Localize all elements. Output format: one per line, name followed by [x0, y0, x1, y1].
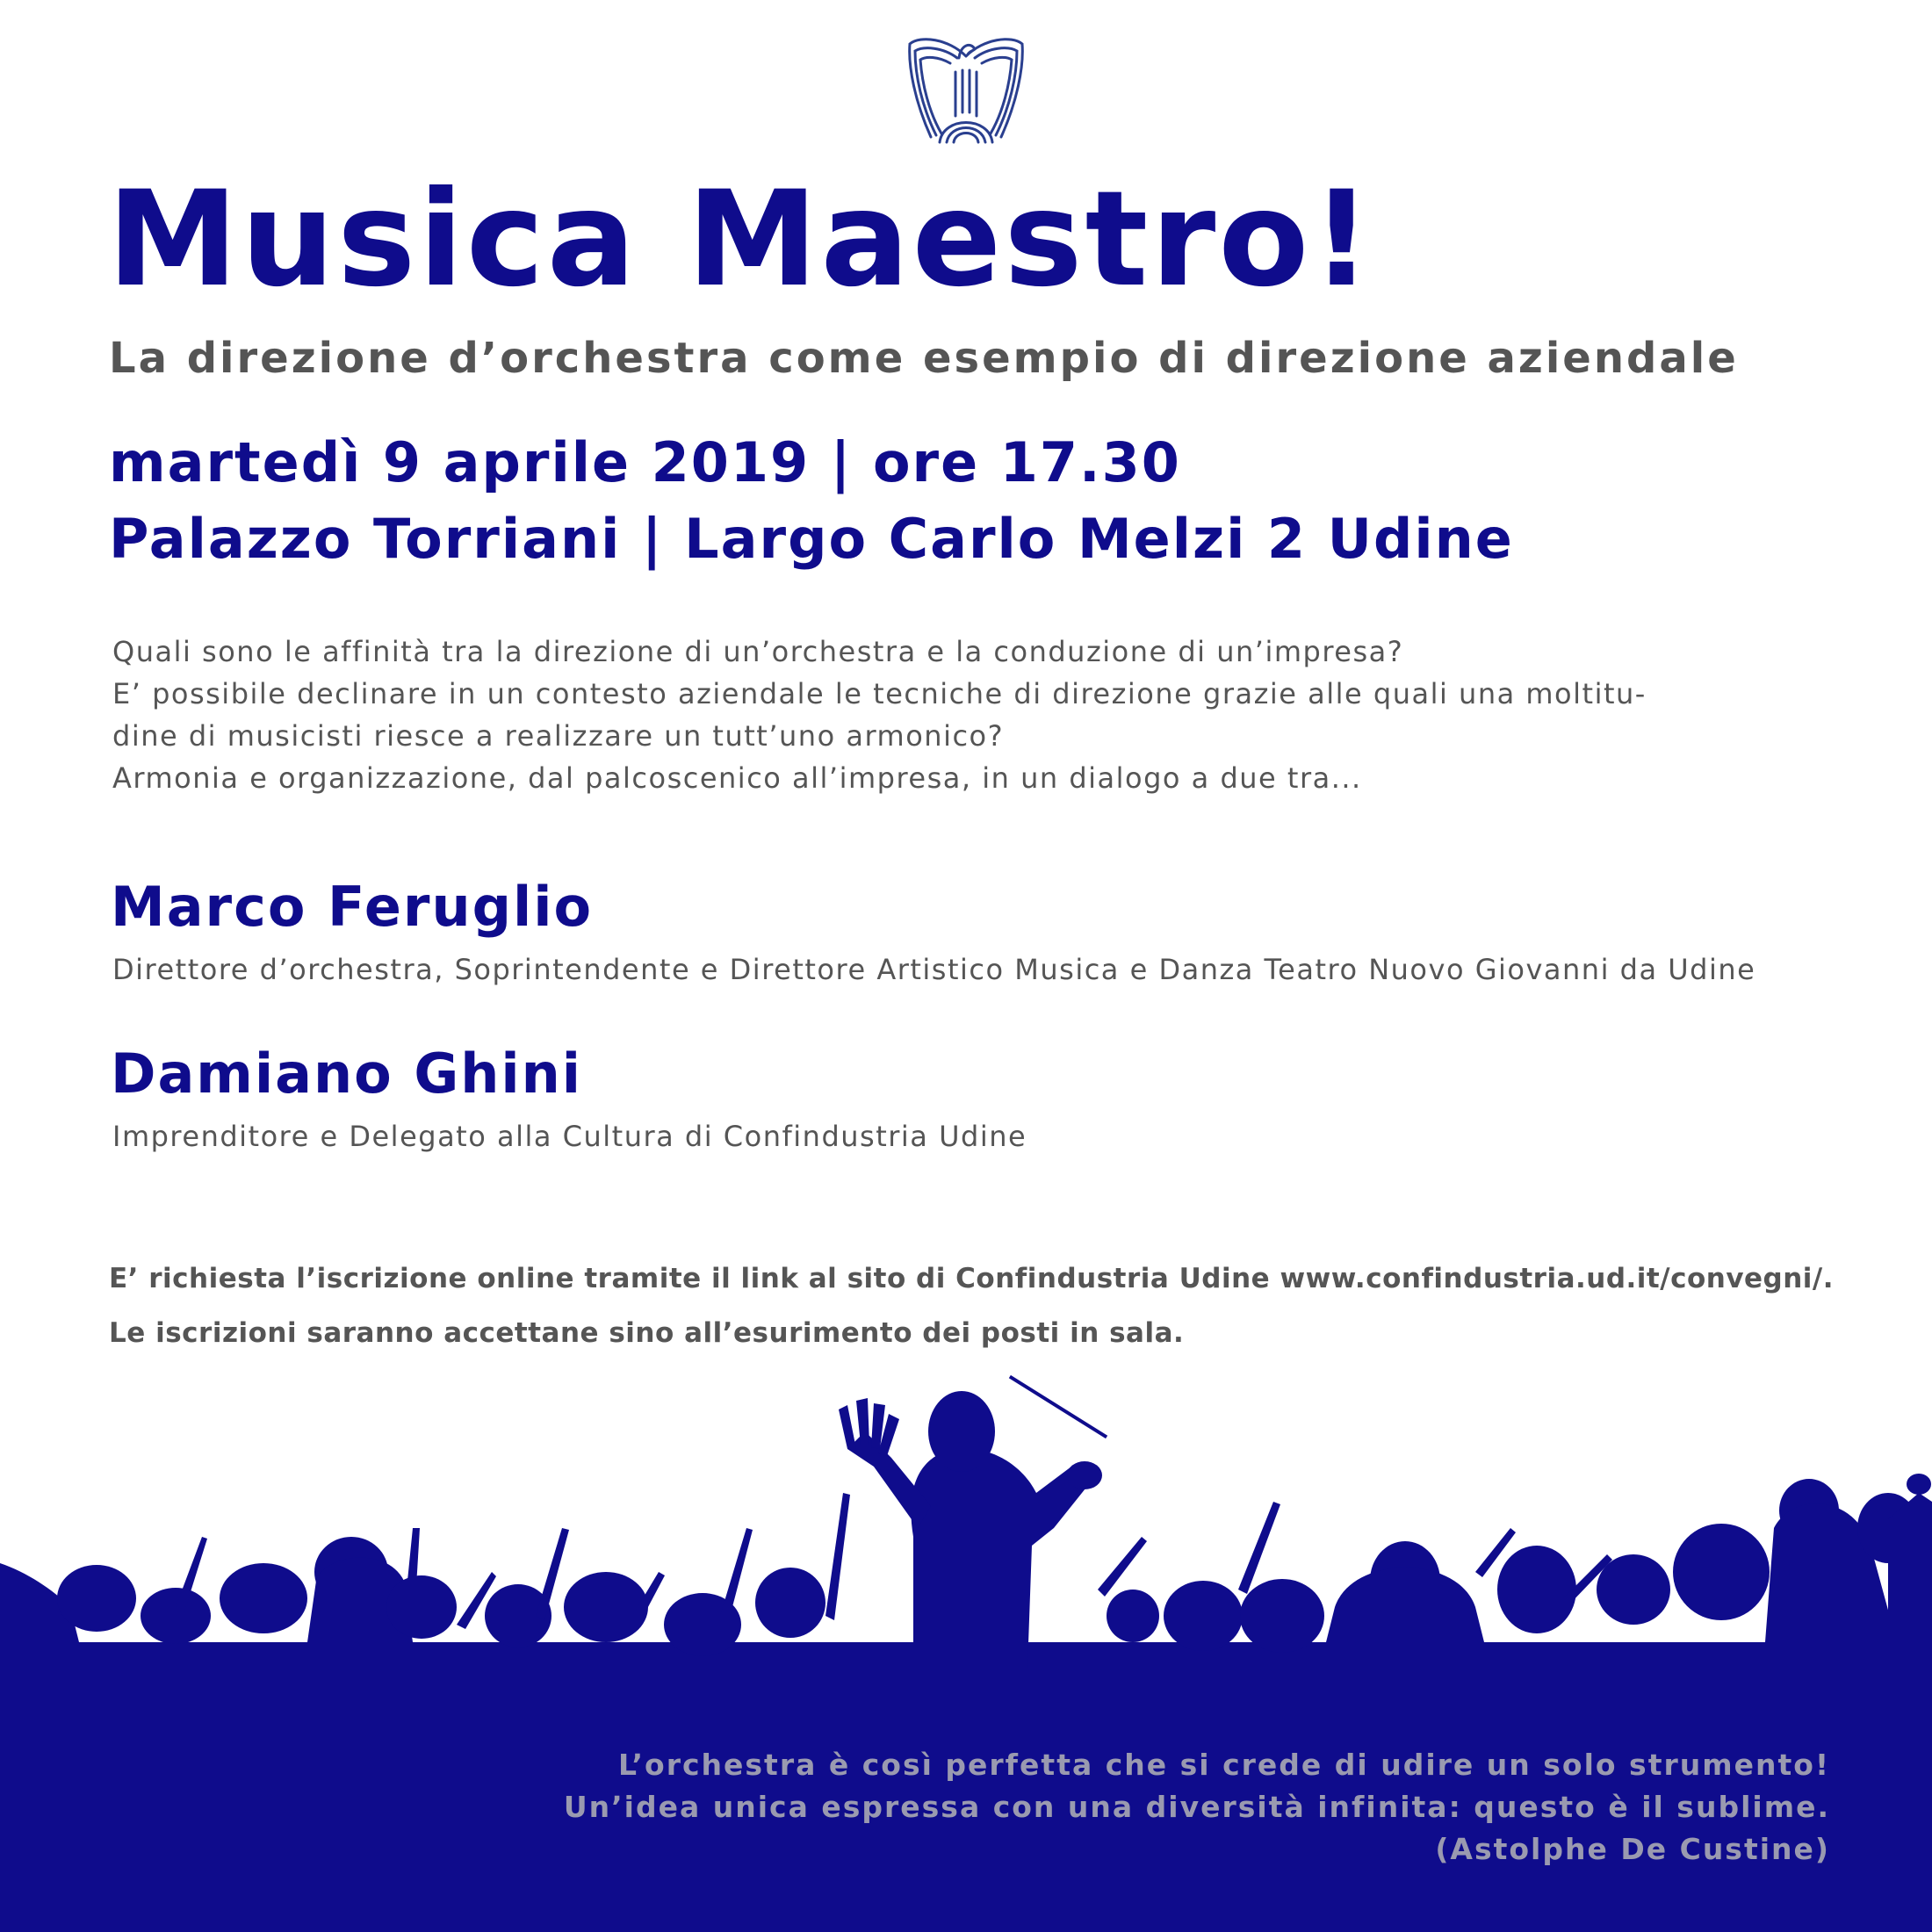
speaker-name-2: Damiano Ghini: [111, 1042, 582, 1106]
page-subtitle: La direzione d’orchestra come esempio di direzione aziendale: [109, 334, 1739, 383]
eagle-logo-icon: [905, 32, 1027, 146]
intro-line: E’ possibile declinare in un contesto aziendale le tecniche di direzione grazie alle quali una moltitu-: [112, 677, 1647, 710]
quote-line: Un’idea unica espressa con una diversità infinita: questo è il sublime.: [563, 1790, 1830, 1824]
event-location: Palazzo Torriani | Largo Carlo Melzi 2 Udine: [109, 507, 1514, 571]
event-date-time: martedì 9 aprile 2019 | ore 17.30: [109, 430, 1181, 494]
registration-line: Le iscrizioni saranno accettane sino all’esurimento dei posti in sala.: [109, 1317, 1185, 1349]
quote-line: L’orchestra è così perfetta che si crede di udire un solo strumento!: [618, 1748, 1830, 1782]
intro-line: Quali sono le affinità tra la direzione di un’orchestra e la conduzione di un’impresa?: [112, 635, 1404, 668]
registration-note: [109, 1251, 1834, 1360]
registration-line: E’ richiesta l’iscrizione online tramite il link al sito di Confindustria Udine www.confindustria.ud.it/convegni/.: [109, 1263, 1835, 1294]
speaker-name-1: Marco Feruglio: [111, 875, 594, 939]
speaker-role-1: Direttore d’orchestra, Soprintendente e Direttore Artistico Musica e Danza Teatro Nuovo Giovanni da Udine: [112, 953, 1756, 986]
intro-line: dine di musicisti riesce a realizzare un tutt’uno armonico?: [112, 719, 1005, 753]
quote-author: (Astolphe De Custine): [1435, 1832, 1830, 1866]
intro-paragraph: [112, 631, 1781, 799]
speaker-role-2: Imprenditore e Delegato alla Cultura di Confindustria Udine: [112, 1120, 1027, 1153]
closing-quote: [564, 1744, 1830, 1871]
intro-line: Armonia e organizzazione, dal palcoscenico all’impresa, in un dialogo a due tra...: [112, 761, 1362, 795]
page-title: Musica Maestro!: [107, 163, 1374, 316]
